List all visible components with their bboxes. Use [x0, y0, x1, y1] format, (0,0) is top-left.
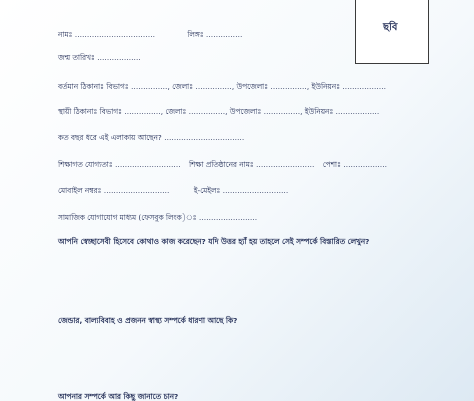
permanent-union-field[interactable]: ইউনিয়নঃ ………………: [304, 107, 380, 116]
social-media-field[interactable]: সামাজিক যোগাযোগ মাধ্যম (ফেসবুক লিংক)ঃ ……………………: [58, 213, 258, 222]
permanent-address-row: [58, 107, 379, 116]
volunteer-question: আপনি স্বেচ্ছাসেবী হিসেবে কোথাও কাজ করেছেন? যদি উত্তর হ্যাঁ হয় তাহলে সেই সম্পর্কে বিস্তারিত লেখুন?: [58, 237, 370, 246]
present-address-row: [58, 82, 386, 91]
name-field[interactable]: নামঃ ……………………………: [58, 30, 155, 39]
photo-label: ছবি: [383, 22, 398, 33]
present-union-field[interactable]: ইউনিয়নঃ ………………: [311, 82, 387, 91]
occupation-field[interactable]: পেশাঃ ………………: [322, 160, 388, 169]
mobile-field[interactable]: মোবাইল নম্বরঃ ………………………: [58, 186, 170, 195]
email-field[interactable]: ই-মেইলঃ ………………………: [193, 186, 289, 195]
dob-field[interactable]: জন্ম তারিখঃ ………………: [58, 53, 141, 62]
permanent-district-field[interactable]: জেলাঃ ……………,: [165, 107, 228, 116]
permanent-division-field[interactable]: স্থায়ী ঠিকানাঃ বিভাগঃ ……………,: [58, 107, 164, 116]
about-you-question: আপনার সম্পর্কে আর কিছু জানাতে চান?: [58, 392, 179, 401]
photo-box[interactable]: [355, 0, 429, 64]
gender-awareness-question: জেন্ডার, বাল্যবিবাহ ও প্রজনন স্বাস্থ্য সম্পর্কে ধারণা আছে কি?: [58, 316, 238, 325]
present-upazila-field[interactable]: উপজেলাঃ ……………,: [236, 82, 310, 91]
present-district-field[interactable]: জেলাঃ ……………,: [172, 82, 235, 91]
present-division-field[interactable]: বর্তমান ঠিকানাঃ বিভাগঃ ……………,: [58, 82, 170, 91]
name-gender-row: [58, 30, 242, 39]
education-field[interactable]: শিক্ষাগত যোগ্যতাঃ ………………………: [58, 160, 181, 169]
institution-field[interactable]: শিক্ষা প্রতিষ্ঠানের নামঃ ……………………: [189, 160, 315, 169]
contact-row: [58, 186, 288, 195]
education-row: [58, 160, 387, 169]
years-in-area-field[interactable]: কত বছর ধরে এই এলাকায় আছেন? ……………………………: [58, 133, 245, 142]
permanent-upazila-field[interactable]: উপজেলাঃ ……………,: [229, 107, 303, 116]
gender-field[interactable]: লিঙ্গঃ ……………: [187, 30, 243, 39]
